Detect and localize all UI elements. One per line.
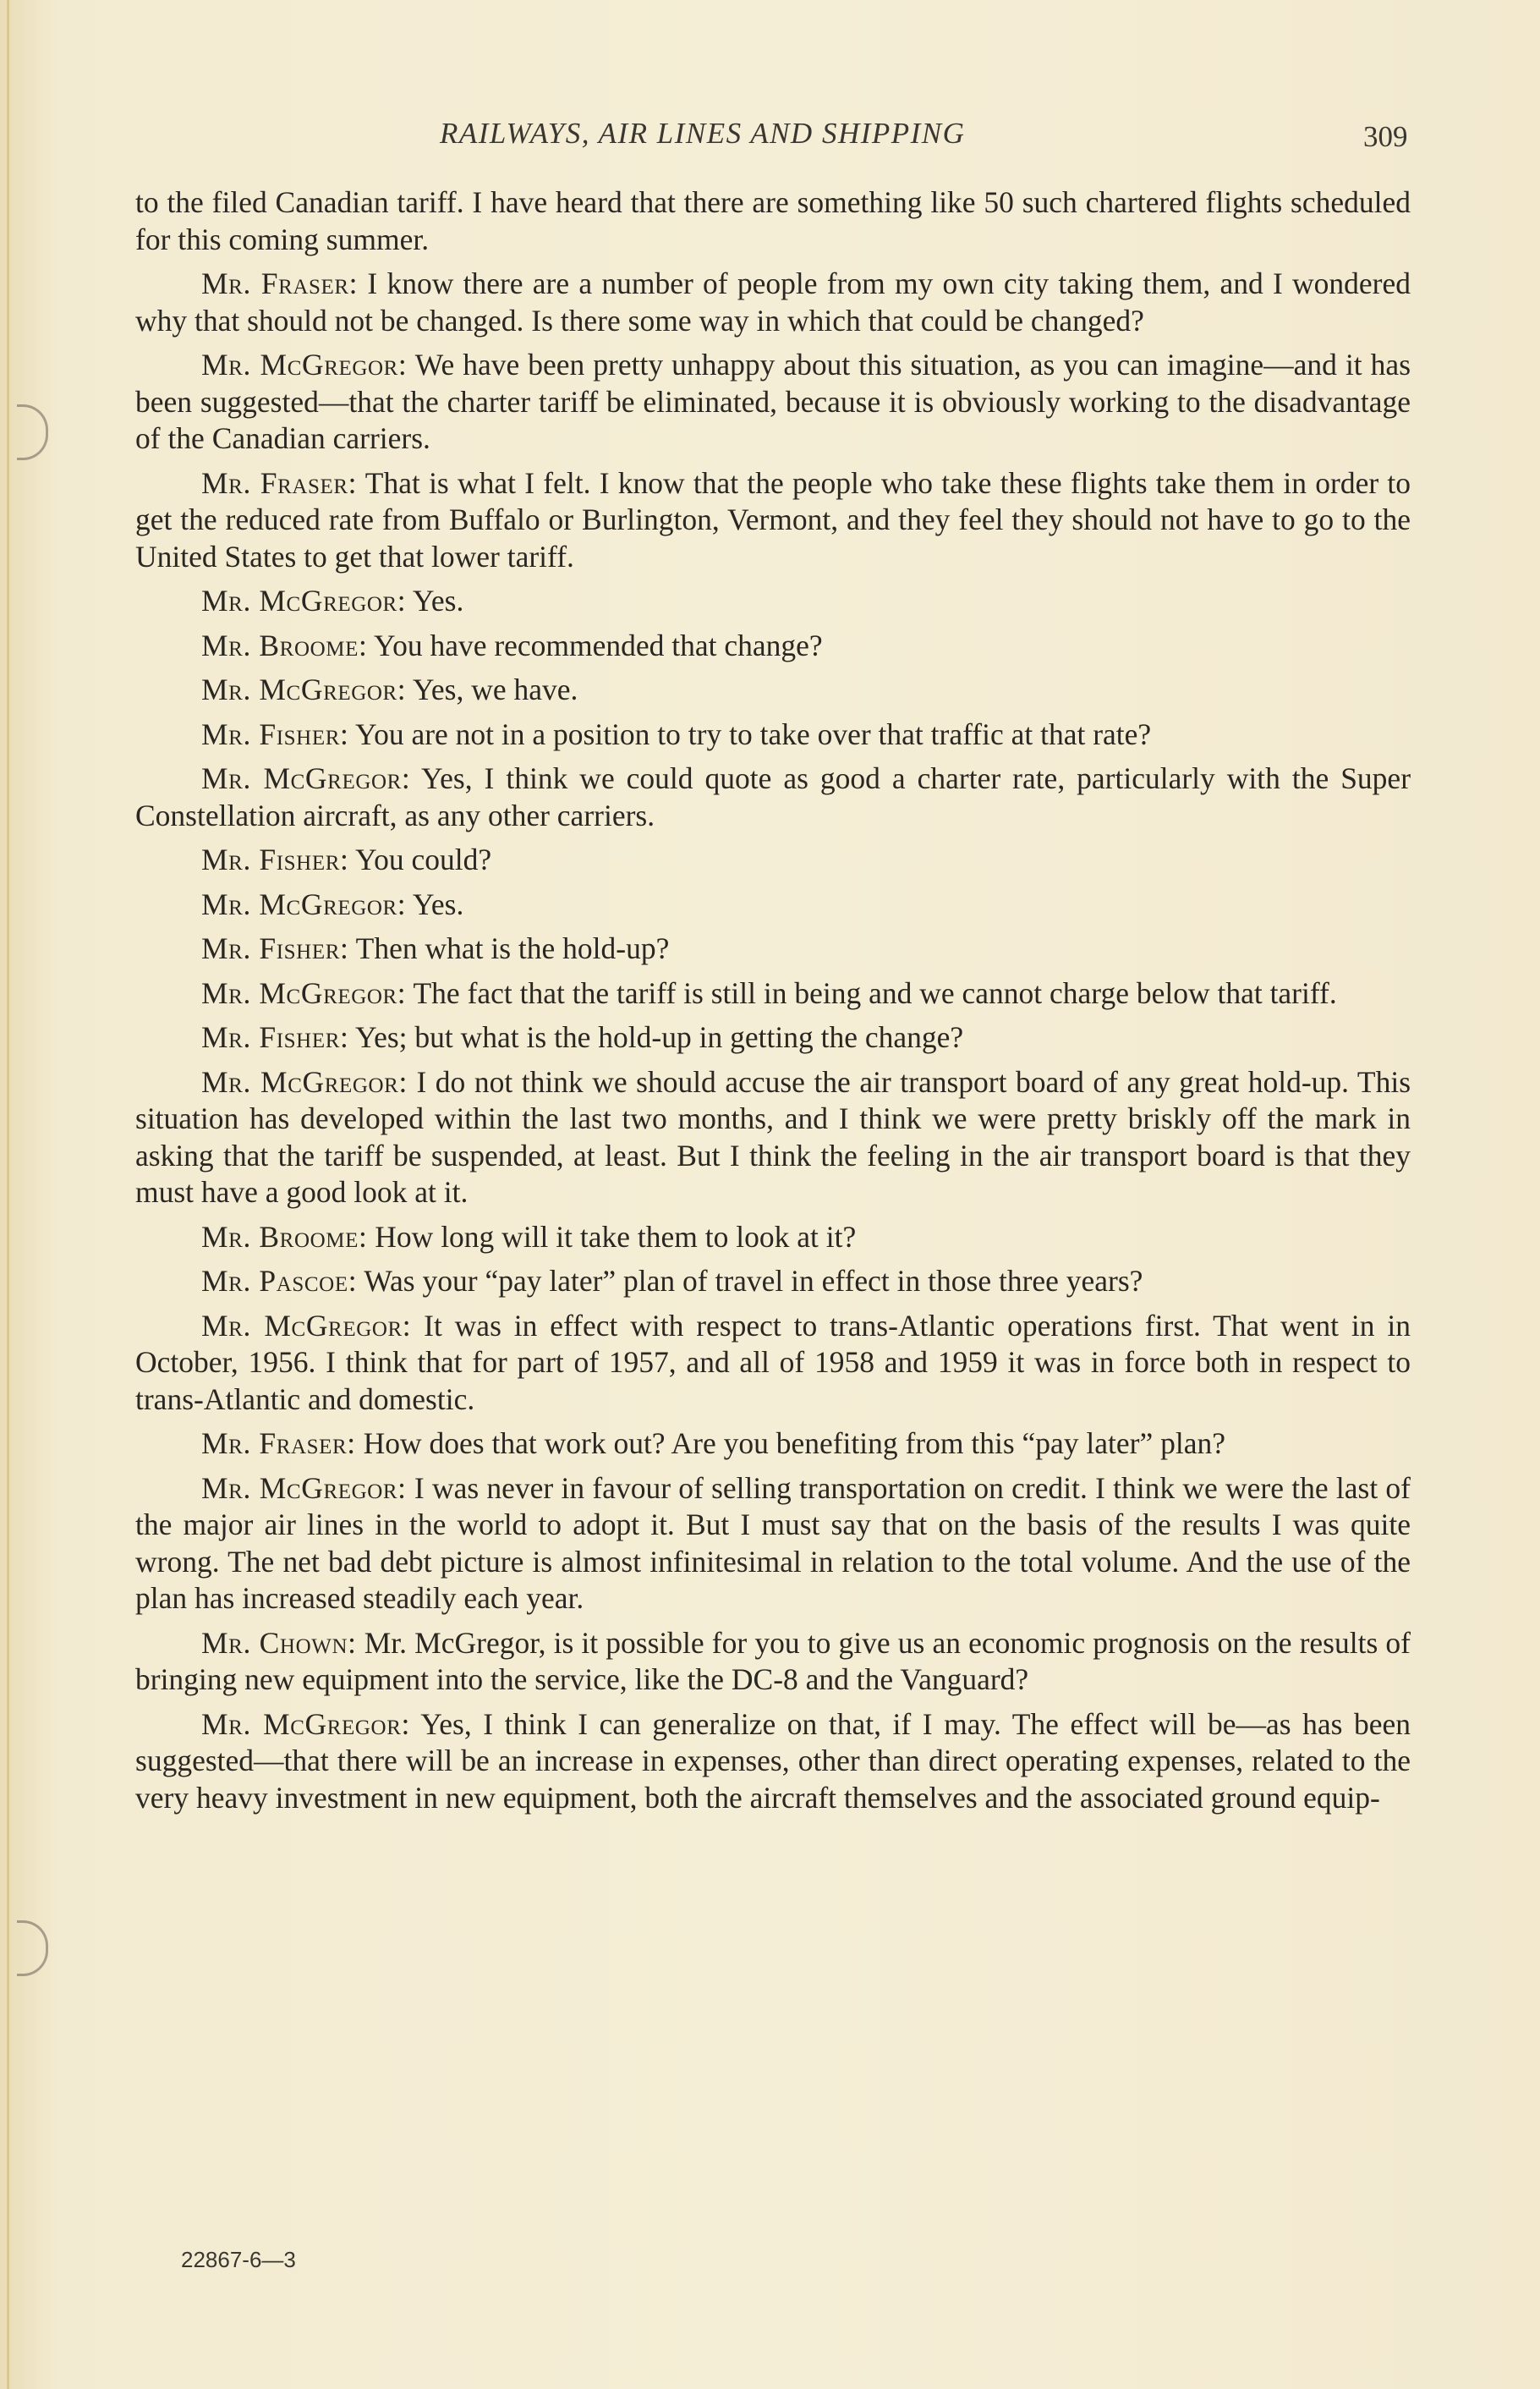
paragraph-text: You could? bbox=[355, 843, 492, 876]
paragraph-text: Yes; but what is the hold-up in getting the change? bbox=[355, 1020, 964, 1054]
speaker-name: Mr. McGregor: bbox=[201, 1308, 412, 1343]
transcript-paragraph bbox=[135, 583, 1411, 620]
running-head bbox=[0, 117, 1540, 159]
paragraph-text: It was in effect with respect to trans-Atlantic operations first. That went in in October, 1956. I think that for part of 1957, and all of 1958 and 1959 it was in force both in respect to trans-Atlantic and domestic. bbox=[135, 1308, 1411, 1416]
transcript-paragraph bbox=[135, 717, 1411, 754]
speaker-name: Mr. Broome: bbox=[201, 1219, 368, 1254]
transcript-paragraph bbox=[135, 672, 1411, 709]
paragraph-text: I know there are a number of people from my own city taking them, and I wondered why that should not be changed. Is there some way in which that could be changed? bbox=[135, 266, 1411, 338]
transcript-paragraph bbox=[135, 1019, 1411, 1057]
transcript-paragraph bbox=[135, 1425, 1411, 1463]
paragraph-text: I do not think we should accuse the air transport board of any great hold-up. This situation has developed within the last two months, and I think we were pretty briskly off the mark in asking that the tariff be suspended, at least. But I think the feeling in the air transport board is that they must have a good look at it. bbox=[135, 1064, 1411, 1209]
transcript-paragraph bbox=[135, 1470, 1411, 1617]
speaker-name: Mr. Fraser: bbox=[201, 465, 358, 500]
transcript-paragraph bbox=[135, 842, 1411, 879]
speaker-name: Mr. Broome: bbox=[201, 628, 368, 662]
speaker-name: Mr. McGregor: bbox=[201, 975, 407, 1010]
transcript-paragraph bbox=[135, 1064, 1411, 1211]
transcript-body bbox=[135, 184, 1411, 1824]
speaker-name: Mr. McGregor: bbox=[201, 673, 407, 706]
transcript-paragraph bbox=[135, 347, 1411, 458]
speaker-name: Mr. Chown: bbox=[201, 1625, 357, 1660]
transcript-paragraph bbox=[135, 975, 1411, 1013]
speaker-name: Mr. McGregor: bbox=[201, 887, 407, 921]
paragraph-text: The fact that the tariff is still in being and we cannot charge below that tariff. bbox=[413, 975, 1337, 1010]
paragraph-text: Was your “pay later” plan of travel in effect in those three years? bbox=[364, 1264, 1143, 1298]
speaker-name: Mr. Pascoe: bbox=[201, 1264, 358, 1298]
transcript-paragraph bbox=[135, 465, 1411, 576]
paragraph-text: How long will it take them to look at it? bbox=[375, 1219, 857, 1254]
speaker-name: Mr. McGregor: bbox=[201, 584, 407, 618]
page-number: 309 bbox=[1363, 120, 1408, 153]
speaker-name: Mr. McGregor: bbox=[201, 761, 411, 795]
paragraph-text: That is what I felt. I know that the people who take these flights take them in order to get the reduced rate from Buffalo or Burlington, Vermont, and they feel they should not have to go to the United States to get that lower tariff. bbox=[135, 465, 1411, 574]
paragraph-text: We have been pretty unhappy about this situation, as you can imagine—and it has been suggested—that the charter tariff be eliminated, because it is obviously working to the disadvantage of the Canadian carriers. bbox=[135, 348, 1411, 455]
paragraph-text: Yes. bbox=[412, 887, 464, 921]
speaker-name: Mr. McGregor: bbox=[201, 348, 408, 382]
transcript-paragraph bbox=[135, 1263, 1411, 1300]
paragraph-text: to the filed Canadian tariff. I have heard that there are something like 50 such chartered flights scheduled for this coming summer. bbox=[135, 185, 1411, 256]
margin-mark-lower bbox=[17, 1920, 48, 1976]
transcript-paragraph bbox=[135, 761, 1411, 834]
transcript-paragraph bbox=[135, 1308, 1411, 1419]
transcript-paragraph bbox=[135, 1625, 1411, 1699]
transcript-paragraph bbox=[135, 184, 1411, 258]
speaker-name: Mr. Fisher: bbox=[201, 717, 349, 751]
paragraph-text: Yes, I think I can generalize on that, if I may. The effect will be—as has been suggested—that there will be an increase in expenses, other than direct operating expenses, related to the very heavy investment in new equipment, both the aircraft themselves and the associated ground equip- bbox=[135, 1706, 1411, 1815]
paragraph-text: Yes, we have. bbox=[412, 673, 578, 706]
paragraph-text: I was never in favour of selling transportation on credit. I think we were the last of the major air lines in the world to adopt it. But I must say that on the basis of the results I was quite wrong. The net bad debt picture is almost infinitesimal in relation to the total volume. And the use of the plan has increased steadily each year. bbox=[135, 1470, 1411, 1615]
transcript-paragraph bbox=[135, 931, 1411, 968]
transcript-paragraph bbox=[135, 887, 1411, 924]
speaker-name: Mr. Fisher: bbox=[201, 931, 349, 965]
speaker-name: Mr. McGregor: bbox=[201, 1470, 407, 1505]
paragraph-text: Yes, I think we could quote as good a charter rate, particularly with the Super Constellation aircraft, as any other carriers. bbox=[135, 761, 1411, 832]
paragraph-text: You are not in a position to try to take over that traffic at that rate? bbox=[355, 717, 1152, 751]
transcript-paragraph bbox=[135, 628, 1411, 665]
speaker-name: Mr. Fisher: bbox=[201, 1020, 349, 1054]
paragraph-text: Yes. bbox=[412, 584, 464, 618]
binding-edge bbox=[7, 0, 9, 2389]
paragraph-text: Mr. McGregor, is it possible for you to give us an economic prognosis on the results of bringing new equipment into the service, like the DC-8 and the Vanguard? bbox=[135, 1625, 1411, 1696]
paragraph-text: How does that work out? Are you benefiting from this “pay later” plan? bbox=[363, 1426, 1225, 1460]
speaker-name: Mr. Fraser: bbox=[201, 266, 359, 300]
speaker-name: Mr. McGregor: bbox=[201, 1706, 410, 1741]
speaker-name: Mr. Fisher: bbox=[201, 843, 349, 876]
speaker-name: Mr. Fraser: bbox=[201, 1426, 356, 1460]
paragraph-text: You have recommended that change? bbox=[373, 628, 823, 662]
paragraph-text: Then what is the hold-up? bbox=[355, 931, 670, 965]
margin-mark-upper bbox=[17, 404, 48, 460]
speaker-name: Mr. McGregor: bbox=[201, 1064, 408, 1099]
footer-code: 22867-6—3 bbox=[181, 2247, 296, 2272]
transcript-paragraph bbox=[135, 1219, 1411, 1256]
transcript-paragraph bbox=[135, 1706, 1411, 1817]
running-title: RAILWAYS, AIR LINES AND SHIPPING bbox=[440, 117, 966, 150]
transcript-paragraph bbox=[135, 266, 1411, 339]
